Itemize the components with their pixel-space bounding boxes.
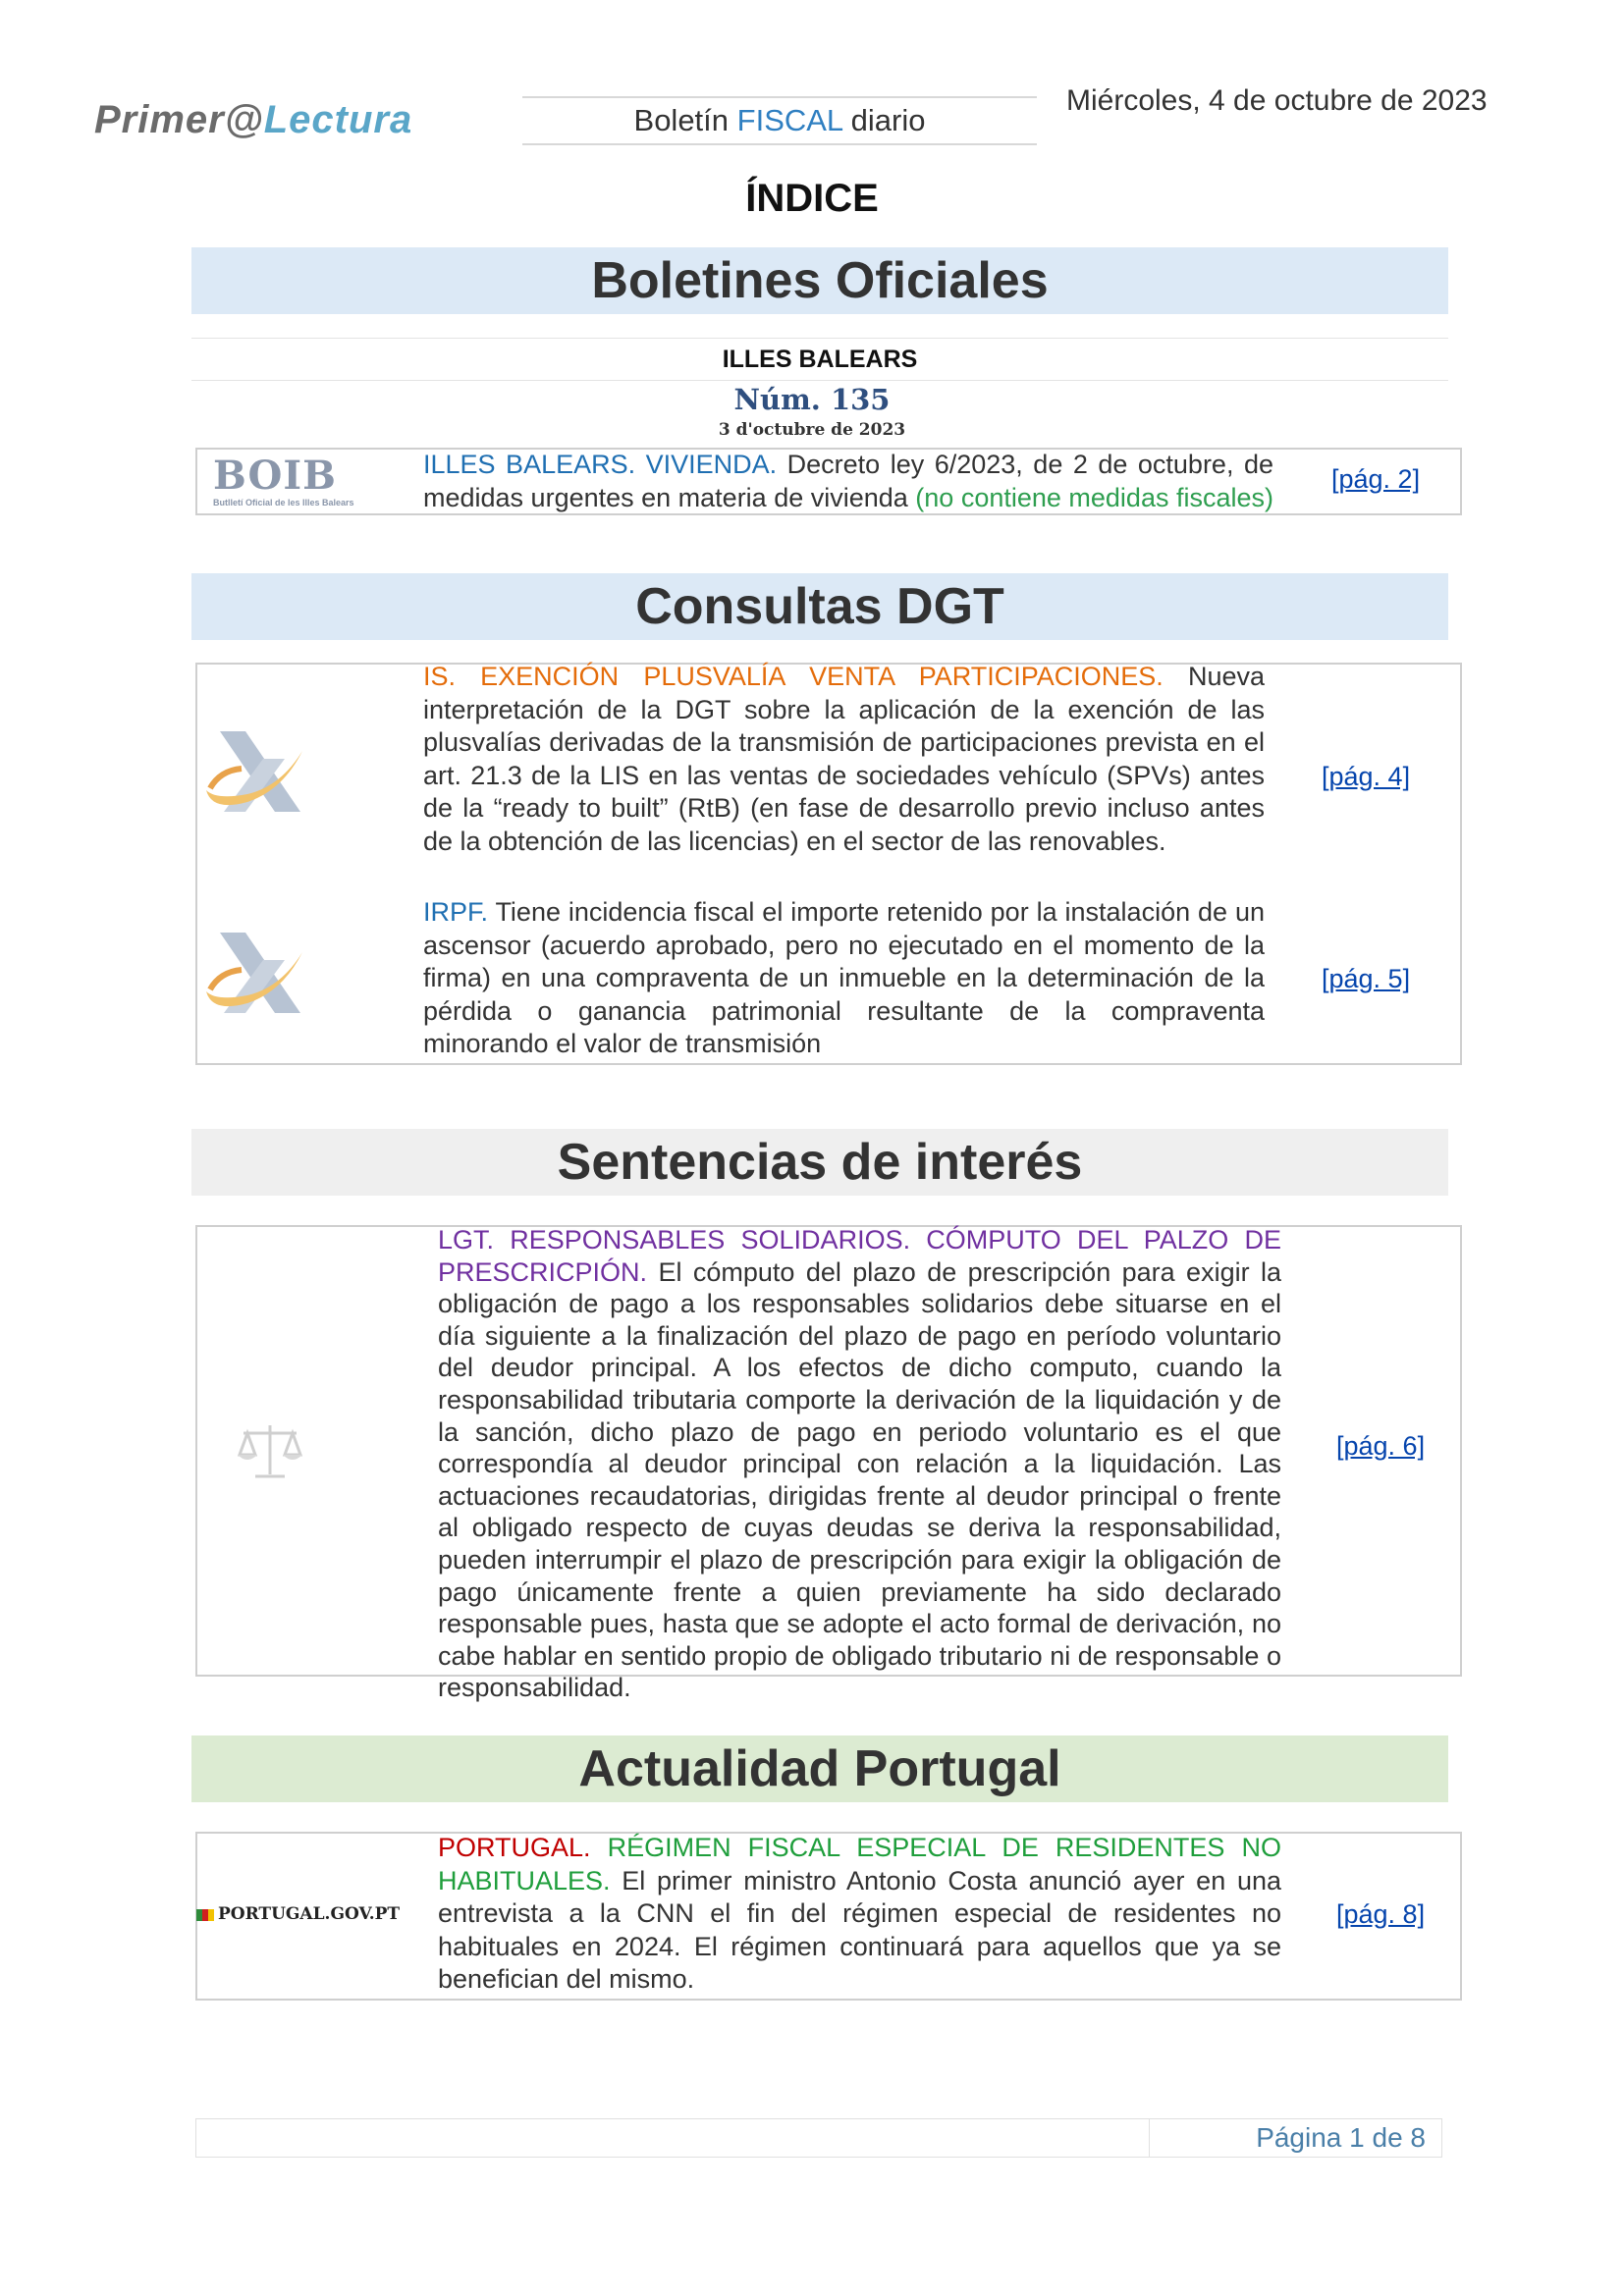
entry-text-is — [423, 661, 1265, 859]
entry-body: El primer ministro Antonio Costa anunció ayer en una entrevista a la CNN el fin del régimen especial de residentes no habituales en 2024. El régimen continuará para aquellos que ya se benefician del mismo. — [438, 1865, 1281, 1995]
bulletin-suffix: diario — [842, 103, 926, 137]
gazette-number: Núm. 135 — [733, 383, 891, 416]
entry-heading-part1: PORTUGAL. — [438, 1833, 591, 1862]
page-link-8[interactable]: [pág. 8] — [1336, 1899, 1426, 1929]
header-date: Miércoles, 4 de octubre de 2023 — [1066, 84, 1488, 117]
bulletin-highlight: FISCAL — [736, 103, 843, 137]
brand-part1: Primer@ — [94, 98, 264, 141]
footer-divider — [1149, 2119, 1150, 2157]
agencia-tributaria-logo-icon — [202, 933, 308, 1021]
boib-logo-subtitle: Butlletí Oficial de les Illes Balears — [213, 498, 354, 507]
flag-yellow-icon — [208, 1909, 214, 1921]
page-link-6[interactable]: [pág. 6] — [1336, 1431, 1426, 1461]
page-link-5[interactable]: [pág. 5] — [1322, 964, 1411, 993]
page-link-2[interactable]: [pág. 2] — [1331, 464, 1421, 494]
section-boletines-title: Boletines Oficiales — [191, 247, 1448, 314]
entry-text-vivienda — [423, 449, 1273, 514]
brand-part2: Lectura — [263, 98, 413, 141]
bulletin-prefix: Boletín — [633, 103, 737, 137]
agencia-tributaria-logo-icon — [202, 731, 308, 820]
entry-body: Decreto ley 6/2023, de 2 de octubre, de medidas urgentes en materia de vivienda — [423, 450, 1273, 512]
entry-heading: LGT. RESPONSABLES SOLIDARIOS. CÓMPUTO DEL PALZO DE PRESCRICPIÓN. — [438, 1225, 1281, 1287]
page-number: Página 1 de 8 — [1256, 2122, 1426, 2153]
boib-logo-text: BOIB — [213, 453, 337, 499]
entry-text-portugal — [438, 1832, 1281, 1997]
index-title: ÍNDICE — [745, 177, 879, 220]
entry-text-irpf — [423, 896, 1265, 1061]
boib-logo — [199, 453, 413, 511]
entry-heading: IS. EXENCIÓN PLUSVALÍA VENTA PARTICIPACIONES. — [423, 662, 1164, 691]
entry-heading: IRPF. — [423, 897, 489, 927]
section-portugal-title: Actualidad Portugal — [191, 1735, 1448, 1802]
entry-heading-part2: RÉGIMEN FISCAL ESPECIAL DE RESIDENTES NO HABITUALES. — [438, 1833, 1281, 1896]
gazette-date: 3 d'octubre de 2023 — [718, 420, 906, 440]
entry-body: El cómputo del plazo de prescripción para exigir la obligación de pago a los responsables solidarios debe situarse en el día siguiente a la finalización del plazo de pago en período voluntario del deudor principal. A los efectos de dicho computo, cuando la responsabilidad tributaria comporte la derivación de la liquidación y de la sanción, dicho plazo de pago en periodo voluntario es el que correspondía al deudor principal con relación a la liquidación. Las actuaciones recaudatorias, dirigidas frente al deudor principal o frente al obligado respecto de cuyas deudas se deriva la responsabilidad, pueden interrumpir el plazo de prescripción para exigir la obligación de pago únicamente frente a quien previamente ha sido declarado responsable pues, hasta que se adopte el acto formal de derivación, no cabe hablar en sentido propio de obligado tributario ni de responsable o responsabilidad. — [438, 1256, 1281, 1703]
entry-body: Nueva interpretación de la DGT sobre la aplicación de la exención de las plusvalías derivadas de la transmisión de participaciones prevista en el art. 21.3 de la LIS en las ventas de sociedades vehículo (SPVs) antes de la “ready to built” (RtB) (en fase de desarrollo previo incluso antes de la obtención de las licencias) en el sector de las renovables. — [423, 662, 1265, 856]
entry-heading: ILLES BALEARS. VIVIENDA. — [423, 450, 778, 479]
page-link-4[interactable]: [pág. 4] — [1322, 762, 1411, 791]
portugal-gov-logo — [196, 1904, 400, 1924]
portugal-logo-text: PORTUGAL.GOV.PT — [218, 1904, 401, 1924]
entry-note: (no contiene medidas fiscales) — [915, 482, 1273, 512]
brand-logo — [94, 98, 412, 142]
region-label: ILLES BALEARS — [191, 338, 1448, 381]
entry-text-lgt — [438, 1224, 1281, 1704]
section-consultas-title: Consultas DGT — [191, 573, 1448, 640]
section-sentencias-title: Sentencias de interés — [191, 1129, 1448, 1196]
bulletin-title — [522, 96, 1037, 145]
entry-body: Tiene incidencia fiscal el importe retenido por la instalación de un ascensor (acuerdo aprobado, pero no ejecutado en el momento de la firma) en una compraventa de un inmueble en la determinación de la pérdida o ganancia patrimonial resultante de la compraventa minorando el valor de transmisión — [423, 897, 1265, 1059]
scales-of-justice-icon — [236, 1421, 304, 1482]
